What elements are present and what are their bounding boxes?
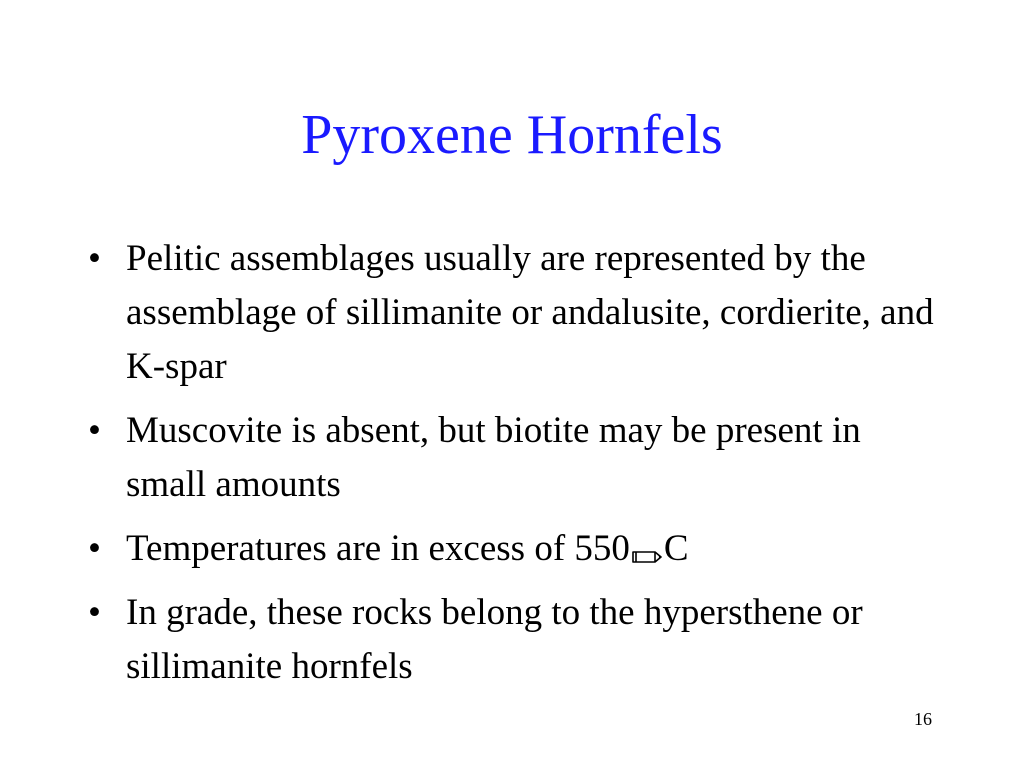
bullet-text: Temperatures are in excess of 550 — [126, 528, 630, 569]
bullet-list — [88, 232, 948, 704]
bullet-icon: • — [88, 592, 101, 633]
pencil-glyph-icon — [630, 530, 664, 552]
bullet-text: In grade, these rocks belong to the hypersthene or sillimanite hornfels — [126, 592, 863, 687]
bullet-icon: • — [88, 238, 101, 279]
bullet-item — [88, 232, 948, 394]
bullet-icon: • — [88, 410, 101, 451]
bullet-item — [88, 586, 948, 694]
bullet-item — [88, 522, 948, 576]
slide-title: Pyroxene Hornfels — [301, 104, 723, 166]
page-number: 16 — [914, 709, 932, 729]
bullet-text: Pelitic assemblages usually are represented by the assemblage of sillimanite or andalusite, cordierite, and K-spar — [126, 238, 934, 387]
bullet-text: Muscovite is absent, but biotite may be present in small amounts — [126, 410, 861, 505]
temperature-unit: C — [663, 528, 689, 569]
bullet-item — [88, 404, 948, 512]
bullet-icon: • — [88, 528, 101, 569]
